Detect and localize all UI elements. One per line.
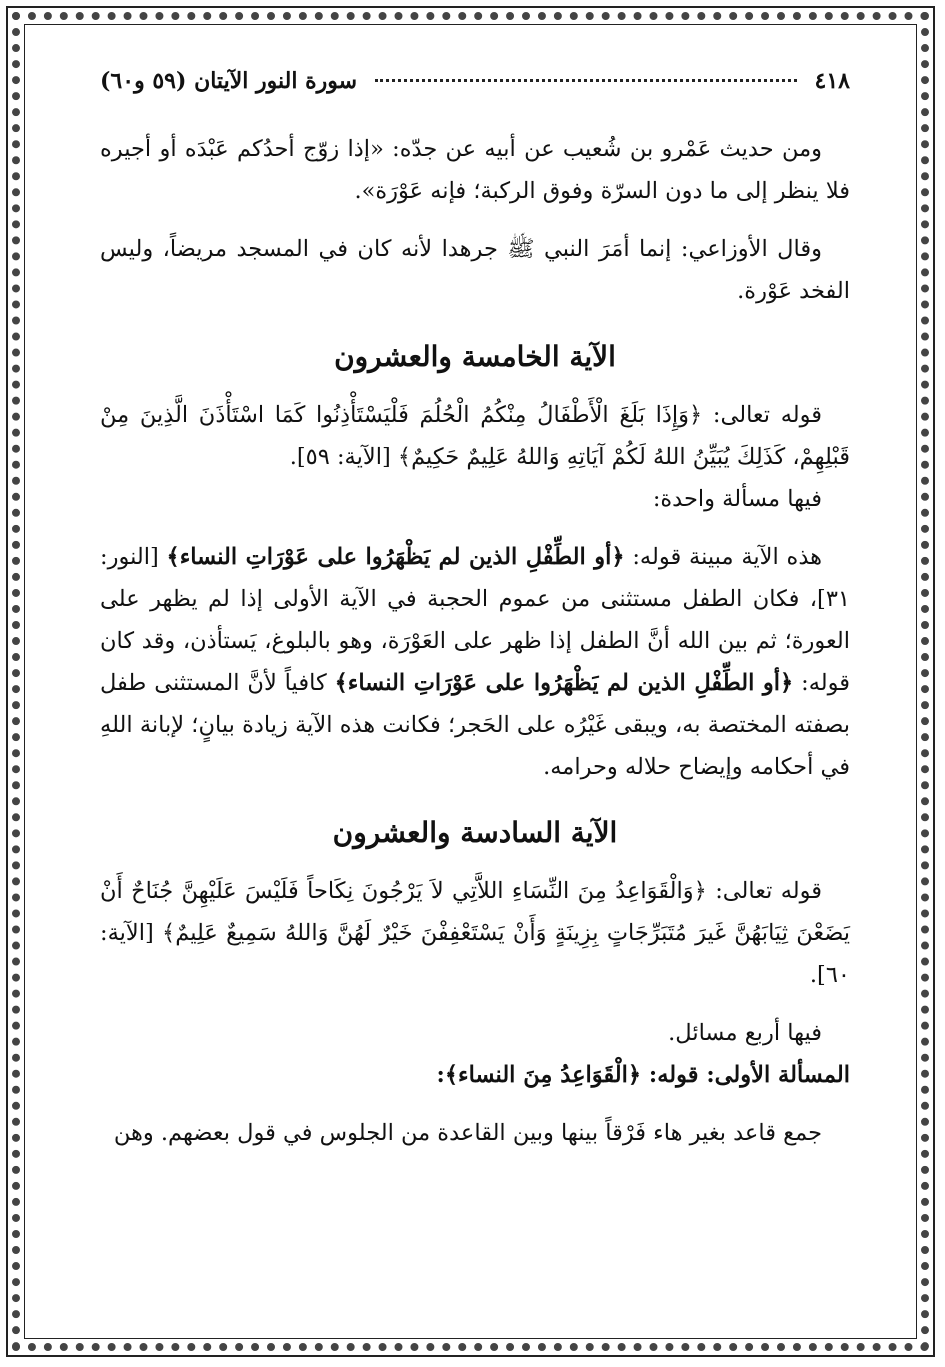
quoted-verse: ﴿أو الطِّفْلِ الذين لم يَظْهَرُوا على عَوْرَاتِ النساء﴾ — [334, 670, 794, 696]
explanation-end: كافياً لأنَّ المستثنى طفل بصفته المختصة به، ويبقى غَيْرُه على الحَجر؛ فكانت هذه الآية زيادة بيانٍ؛ لإبانة اللهِ في أحكامه وإيضاح حلاله وحرامه. — [100, 670, 850, 780]
verse-paragraph-25 — [100, 394, 850, 478]
running-header — [100, 68, 850, 112]
verse-intro: قوله تعالى: — [702, 402, 823, 428]
issue-lead: المسألة الأولى: قوله: — [641, 1062, 850, 1088]
page-number: ٤١٨ — [814, 68, 850, 94]
explanation-start: هذه الآية مبينة قوله: — [624, 544, 822, 570]
page-content — [100, 60, 850, 1320]
header-dot-leader — [375, 69, 796, 82]
issue-count: فيها مسألة واحدة: — [652, 486, 822, 512]
explanation-middle: [النور: ٣١]، فكان الطفل مستثنى من عموم الحجبة في الآية الأولى إذا لم يظهر على العورة؛ ثم بين الله أنَّ الطفل إذا ظهر على العَوْرَة، وهو بالبلوغ، يَستأذن، وقد كان قوله: — [100, 544, 850, 696]
running-title: سورة النور الآيتان (٥٩ و٦٠) — [100, 68, 358, 94]
section-heading-26: الآية السادسة والعشرون — [332, 816, 618, 849]
quoted-verse: ﴿أو الطِّفْلِ الذين لم يَظْهَرُوا على عَوْرَاتِ النساء﴾ — [166, 544, 625, 570]
verse-text: ﴿وَإِذَا بَلَغَ الْأَطْفَالُ مِنْكُمُ الْحُلُمَ فَلْيَسْتَأْذِنُوا كَمَا اسْتَأْذَنَ الَّذِينَ مِنْ قَبْلِهِمْ، كَذَلِكَ يُبَيِّنُ اللهُ لَكُمْ آيَاتِهِ وَاللهُ عَلِيمٌ حَكِيمٌ﴾ — [100, 402, 850, 470]
issue-one-heading — [100, 1054, 850, 1096]
issue-colon: : — [436, 1062, 445, 1088]
explanation-paragraph — [100, 536, 850, 788]
verse-reference: [الآية: ٥٩]. — [289, 444, 398, 470]
verse-intro: قوله تعالى: — [706, 878, 823, 904]
verse-reference: [الآية: ٦٠]. — [100, 920, 850, 988]
verse-text: ﴿وَالْقَوَاعِدُ مِنَ النِّسَاءِ اللاَّتِي لاَ يَرْجُونَ نِكَاحاً فَلَيْسَ عَلَيْهِنَّ جُنَاحٌ أَنْ يَضَعْنَ ثِيَابَهُنَّ غَيرَ مُتَبَرِّجَاتٍ بِزِينَةٍ وَأَنْ يَسْتَعْفِفْنَ خَيْرٌ لَهُنَّ وَاللهُ سَمِيعٌ عَلِيمٌ﴾ — [100, 878, 850, 946]
paragraph-hadith: ومن حديث عَمْرو بن شُعيب عن أبيه عن جدّه: «إذا زوّج أحدُكم عَبْدَه أو أجيره فلا ينظر إلى ما دون السرّة وفوق الركبة؛ فإنه عَوْرَة». — [100, 136, 850, 204]
verse-paragraph-26 — [100, 870, 850, 996]
quoted-verse: ﴿الْقَوَاعِدُ مِنَ النساء﴾ — [444, 1062, 642, 1088]
paragraph-awzai: وقال الأوزاعي: إنما أمَرَ النبي ﷺ جرهدا لأنه كان في المسجد مريضاً، وليس الفخد عَوْرة. — [100, 236, 850, 304]
issue-one-text: جمع قاعد بغير هاء فَرْقاً بينها وبين القاعدة من الجلوس في قول بعضهم. وهن — [113, 1120, 822, 1146]
issue-count: فيها أربع مسائل. — [668, 1020, 822, 1046]
section-heading-25: الآية الخامسة والعشرون — [334, 340, 616, 373]
